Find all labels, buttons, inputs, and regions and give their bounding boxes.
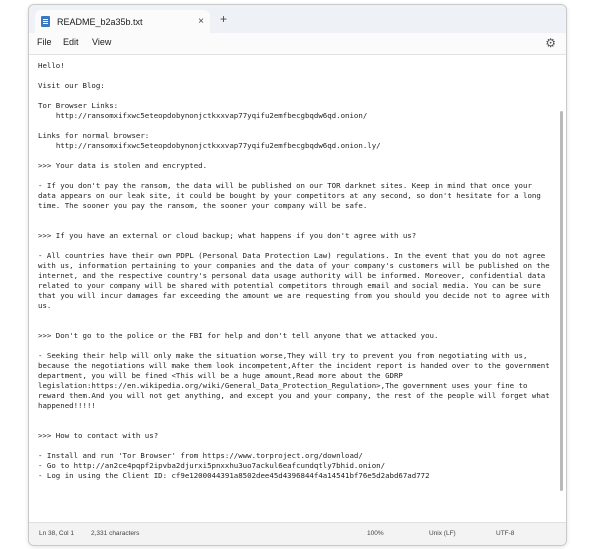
file-tab[interactable] xyxy=(35,10,210,33)
notepad-window xyxy=(28,4,567,546)
zoom-level[interactable]: 100% xyxy=(367,530,384,537)
new-tab-icon[interactable]: + xyxy=(220,12,228,26)
close-tab-icon[interactable]: × xyxy=(198,16,204,27)
menu-file[interactable]: File xyxy=(37,37,52,47)
vertical-scrollbar[interactable] xyxy=(560,111,563,491)
cursor-position: Ln 38, Col 1 xyxy=(39,530,75,537)
title-bar xyxy=(29,5,566,33)
notepad-icon xyxy=(41,16,50,27)
document-text[interactable]: Hello! Visit our Blog: Tor Browser Links: http://ransomxifxwc5eteopdobynonjctkxxvap77yqifu2emfbecgbqdw6qd.onion/ Links for normal browser: http://ransomxifxwc5eteopdobynonjctkxxvap77yqifu2emfbecgbqdw6qd.onion.ly/ >>> Your data is stolen and encrypted. - If you don't pay the ransom, the data will be published on our TOR darknet sites. Keep in mind that once your data appears on our leak site, it could be bought by your competitors at any second, so don't hesitate for a long time. The sooner you pay the ransom, the sooner your company will be safe. >>> If you have an external or cloud backup; what happens if you don't agree with us? - All countries have their own PDPL (Personal Data Protection Law) regulations. In the event that you do not agree with us, information pertaining to your companies and the data of your company's customers will be published on the internet, and the respective country's personal data usage authority will be informed. Moreover, confidential data related to your company will be shared with potential competitors through email and social media. You can be sure that you will incur damages far exceeding the amount we are requesting from you should you decide not to agree with us. >>> Don't go to the police or the FBI for help and don't tell anyone that we attacked you. - Seeking their help will only make the situation worse,They will try to prevent you from negotiating with us, because the negotiations will make them look incompetent,After the incident report is handed over to the government department, you will be fined <This will be a huge amount,Read more about the GDRP legislation:https://en.wikipedia.org/wiki/General_Data_Protection_Regulation>,The government uses your fine to reward them.And you will not get anything, and except you and your company, the rest of the people will forget what happened!!!!! >>> How to contact with us? - Install and run 'Tor Browser' from https://www.torproject.org/download/ - Go to http://an2ce4pqpf2ipvba2djurxi5pnxxhu3uo7ackul6eafcundqtly7bhid.onion/ - Log in using the Client ID: cf9e1200044391a8502dee45d4396844f4a14541bf76e5d2abd67ad772 xyxy=(38,61,550,480)
character-count: 2,331 characters xyxy=(91,530,140,537)
menu-bar xyxy=(29,33,566,55)
encoding[interactable]: UTF-8 xyxy=(496,530,515,537)
line-ending[interactable]: Unix (LF) xyxy=(429,530,456,537)
settings-gear-icon[interactable]: ⚙ xyxy=(545,36,556,50)
menu-view[interactable]: View xyxy=(92,37,112,47)
text-editor[interactable] xyxy=(29,55,566,521)
tab-title: README_b2a35b.txt xyxy=(57,16,143,27)
menu-edit[interactable]: Edit xyxy=(63,37,79,47)
status-bar xyxy=(29,522,566,545)
